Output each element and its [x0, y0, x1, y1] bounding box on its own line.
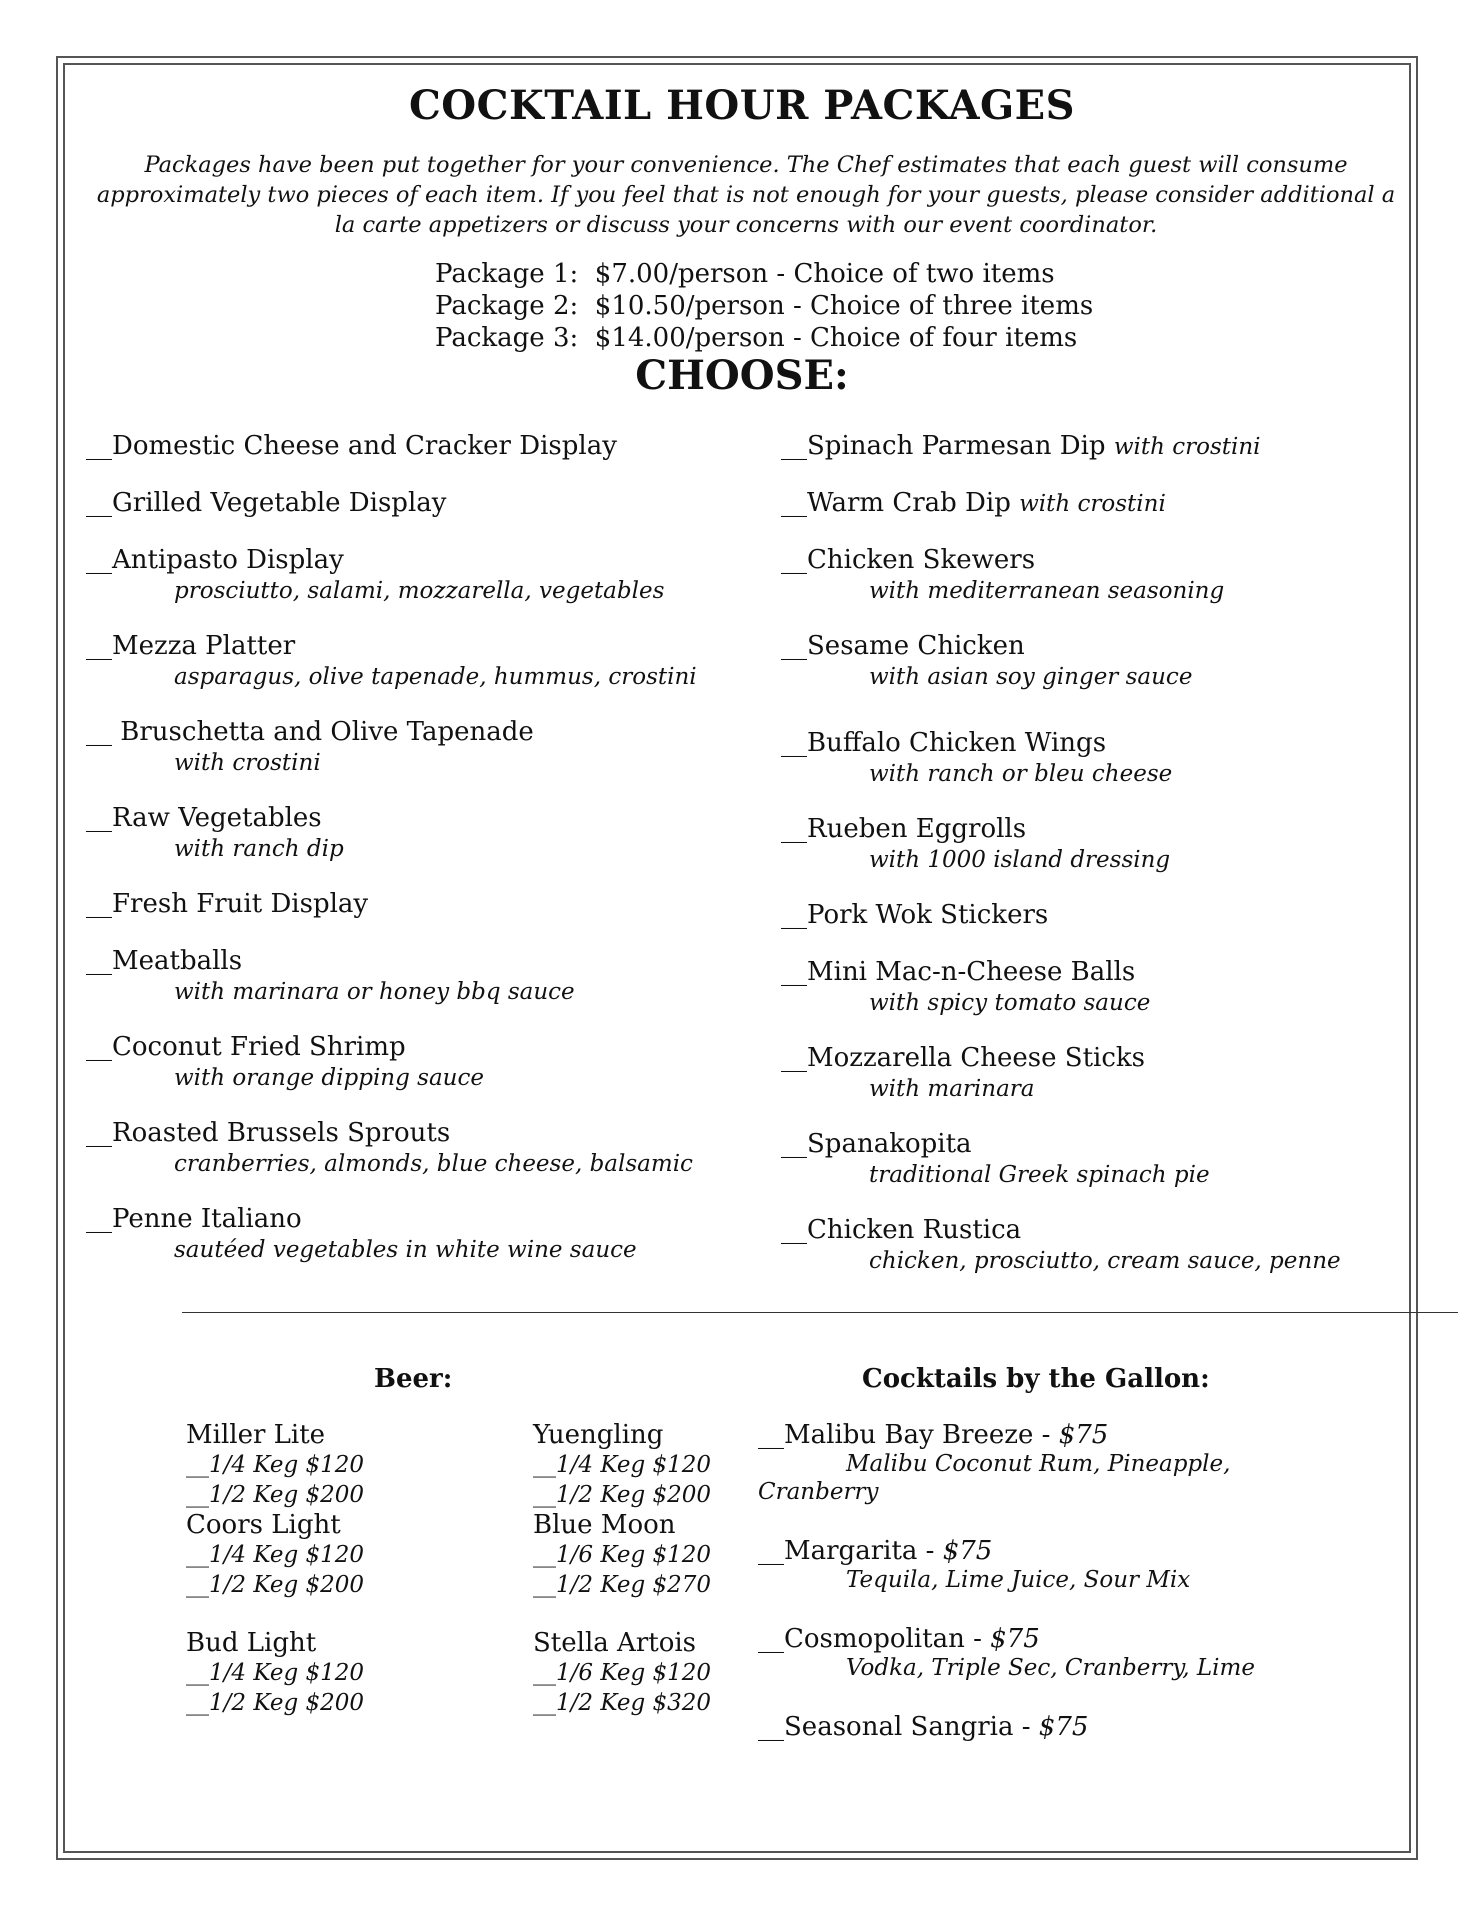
- menu-item-description: asparagus, olive tapenade, hummus, crostini: [174, 664, 697, 690]
- menu-item-description: with orange dipping sauce: [174, 1065, 484, 1091]
- menu-item[interactable]: [781, 956, 1421, 1018]
- package-2: Package 2: $10.50/person - Choice of three items: [435, 291, 1094, 321]
- keg-option[interactable]: __1/2 Keg $200: [186, 1482, 365, 1508]
- cocktail-label: __Cosmopolitan -: [758, 1624, 991, 1654]
- menu-item-name: __Meatballs: [86, 946, 243, 976]
- cocktail-label: __Margarita -: [758, 1536, 943, 1566]
- cocktail-item[interactable]: [758, 1624, 1278, 1682]
- menu-item-label: __Spinach Parmesan Dip: [781, 431, 1106, 461]
- menu-item-description: cranberries, almonds, blue cheese, balsamic: [174, 1151, 693, 1177]
- menu-item-name: __Chicken Rustica: [781, 1215, 1022, 1245]
- menu-item-name: __Mini Mac-n-Cheese Balls: [781, 957, 1136, 987]
- menu-item-name: __Pork Wok Stickers: [781, 900, 1049, 930]
- cocktail-item[interactable]: [758, 1420, 1278, 1506]
- cocktail-price: $75: [942, 1536, 993, 1566]
- cocktail-name: [758, 1624, 1278, 1654]
- menu-item-description: chicken, prosciutto, cream sauce, penne: [869, 1248, 1341, 1274]
- spacer: [533, 1600, 773, 1628]
- menu-item-description: with 1000 island dressing: [869, 847, 1171, 873]
- cocktail-price: $75: [990, 1624, 1040, 1654]
- menu-item[interactable]: [86, 1117, 726, 1179]
- package-list: [435, 258, 1093, 354]
- menu-item[interactable]: [86, 544, 726, 606]
- menu-item-description: with mediterranean seasoning: [869, 578, 1225, 604]
- menu-item[interactable]: [86, 716, 726, 778]
- cocktail-label: __Seasonal Sangria -: [758, 1712, 1039, 1742]
- keg-option[interactable]: __1/4 Keg $120: [186, 1660, 365, 1686]
- menu-item[interactable]: [86, 1203, 726, 1265]
- keg-option[interactable]: __1/2 Keg $200: [533, 1482, 712, 1508]
- menu-item[interactable]: [781, 1214, 1421, 1276]
- beer-column-left: [186, 1420, 426, 1718]
- cocktail-item[interactable]: [758, 1712, 1278, 1742]
- cocktail-description: Vodka, Triple Sec, Cranberry, Lime: [846, 1655, 1255, 1681]
- beer-brand: Yuengling: [533, 1420, 664, 1450]
- menu-item[interactable]: [781, 899, 1421, 931]
- menu-item[interactable]: [86, 802, 726, 864]
- menu-item-name: __Rueben Eggrolls: [781, 814, 1027, 844]
- choose-heading: CHOOSE:: [635, 352, 849, 399]
- cocktail-price: $75: [1038, 1712, 1089, 1742]
- beer-brand: Miller Lite: [186, 1420, 326, 1450]
- keg-option[interactable]: __1/2 Keg $270: [533, 1572, 712, 1598]
- menu-item-name: __Spanakopita: [781, 1129, 972, 1159]
- cocktail-name: [758, 1536, 1278, 1566]
- menu-item-name: __Roasted Brussels Sprouts: [86, 1118, 451, 1148]
- keg-option[interactable]: __1/2 Keg $320: [533, 1690, 712, 1716]
- menu-item[interactable]: [86, 430, 726, 462]
- package-1: Package 1: $7.00/person - Choice of two items: [435, 259, 1055, 289]
- menu-item-inline-note: with crostini: [1019, 491, 1166, 517]
- menu-item[interactable]: [781, 544, 1421, 606]
- menu-item-description: with marinara or honey bbq sauce: [174, 979, 575, 1005]
- menu-item[interactable]: [781, 1042, 1421, 1104]
- menu-item-name: __Buffalo Chicken Wings: [781, 728, 1107, 758]
- menu-item-name: __Domestic Cheese and Cracker Display: [86, 431, 617, 461]
- menu-item-name: __Sesame Chicken: [781, 631, 1025, 661]
- menu-item-name: __Mezza Platter: [86, 631, 296, 661]
- menu-item[interactable]: [86, 888, 726, 920]
- menu-item-description: with ranch or bleu cheese: [869, 761, 1173, 787]
- menu-item-name: [781, 430, 1421, 463]
- menu-item[interactable]: [781, 487, 1421, 520]
- cocktail-item[interactable]: [758, 1536, 1278, 1594]
- section-divider: [182, 1312, 1458, 1313]
- package-3: Package 3: $14.00/person - Choice of four items: [435, 323, 1078, 353]
- cocktail-name: [758, 1712, 1278, 1742]
- keg-option[interactable]: __1/6 Keg $120: [533, 1542, 712, 1568]
- keg-option[interactable]: __1/6 Keg $120: [533, 1660, 712, 1686]
- menu-item-description: traditional Greek spinach pie: [869, 1162, 1210, 1188]
- menu-item-name: __Chicken Skewers: [781, 545, 1036, 575]
- beer-brand: Blue Moon: [533, 1510, 676, 1540]
- menu-item-label: __Warm Crab Dip: [781, 488, 1011, 518]
- menu-item-description: with ranch dip: [174, 836, 344, 862]
- beer-brand: Bud Light: [186, 1628, 317, 1658]
- menu-item[interactable]: [781, 630, 1421, 692]
- menu-item-description: with spicy tomato sauce: [869, 990, 1151, 1016]
- menu-item-inline-note: with crostini: [1113, 434, 1261, 460]
- menu-item-name: __Coconut Fried Shrimp: [86, 1032, 406, 1062]
- menu-item-name: __Penne Italiano: [86, 1204, 302, 1234]
- cocktail-name: [758, 1420, 1278, 1450]
- menu-item-description: with crostini: [174, 750, 321, 776]
- beer-heading: Beer:: [374, 1364, 453, 1394]
- beer-brand: Stella Artois: [533, 1628, 697, 1658]
- menu-item-name: __ Bruschetta and Olive Tapenade: [86, 717, 534, 747]
- intro-paragraph: Packages have been put together for your convenience. The Chef estimates that each guest will consume approximately two pieces of each item. If you feel that is not enough for your guests, please consider additional a la carte appetizers or discuss your concerns with our event coordinator.: [96, 152, 1396, 238]
- page-title: COCKTAIL HOUR PACKAGES: [408, 82, 1076, 129]
- menu-item-name: __Antipasto Display: [86, 545, 344, 575]
- keg-option[interactable]: __1/4 Keg $120: [186, 1452, 365, 1478]
- menu-item-name: __Raw Vegetables: [86, 803, 322, 833]
- cocktail-price: $75: [1058, 1420, 1109, 1450]
- menu-item[interactable]: [86, 487, 726, 519]
- beer-brand: Coors Light: [186, 1510, 341, 1540]
- menu-item-name: __Mozzarella Cheese Sticks: [781, 1043, 1146, 1073]
- menu-item[interactable]: [781, 813, 1421, 875]
- spacer: [186, 1600, 426, 1628]
- menu-item[interactable]: [781, 430, 1421, 463]
- menu-item-description: sautéed vegetables in white wine sauce: [174, 1237, 637, 1263]
- cocktail-list: [758, 1420, 1278, 1772]
- keg-option[interactable]: __1/4 Keg $120: [186, 1542, 365, 1568]
- menu-item-description: with marinara: [869, 1076, 1035, 1102]
- menu-item-name: __Grilled Vegetable Display: [86, 488, 447, 518]
- cocktail-description: Tequila, Lime Juice, Sour Mix: [846, 1567, 1191, 1593]
- menu-item[interactable]: [781, 1128, 1421, 1190]
- cocktail-label: __Malibu Bay Breeze -: [758, 1420, 1059, 1450]
- menu-item[interactable]: [86, 630, 726, 692]
- menu-item[interactable]: [781, 727, 1421, 789]
- cocktail-description: Malibu Coconut Rum, Pineapple, Cranberry: [758, 1451, 1231, 1505]
- beer-column-right: [533, 1420, 773, 1718]
- keg-option[interactable]: __1/2 Keg $200: [186, 1572, 365, 1598]
- menu-item[interactable]: [86, 945, 726, 1007]
- keg-option[interactable]: __1/4 Keg $120: [533, 1452, 712, 1478]
- keg-option[interactable]: __1/2 Keg $200: [186, 1690, 365, 1716]
- cocktails-heading: Cocktails by the Gallon:: [862, 1364, 1210, 1394]
- menu-item-description: prosciutto, salami, mozzarella, vegetables: [174, 578, 665, 604]
- menu-item[interactable]: [86, 1031, 726, 1093]
- menu-item-name: __Fresh Fruit Display: [86, 889, 369, 919]
- menu-item-description: with asian soy ginger sauce: [869, 664, 1193, 690]
- menu-item-name: [781, 487, 1421, 520]
